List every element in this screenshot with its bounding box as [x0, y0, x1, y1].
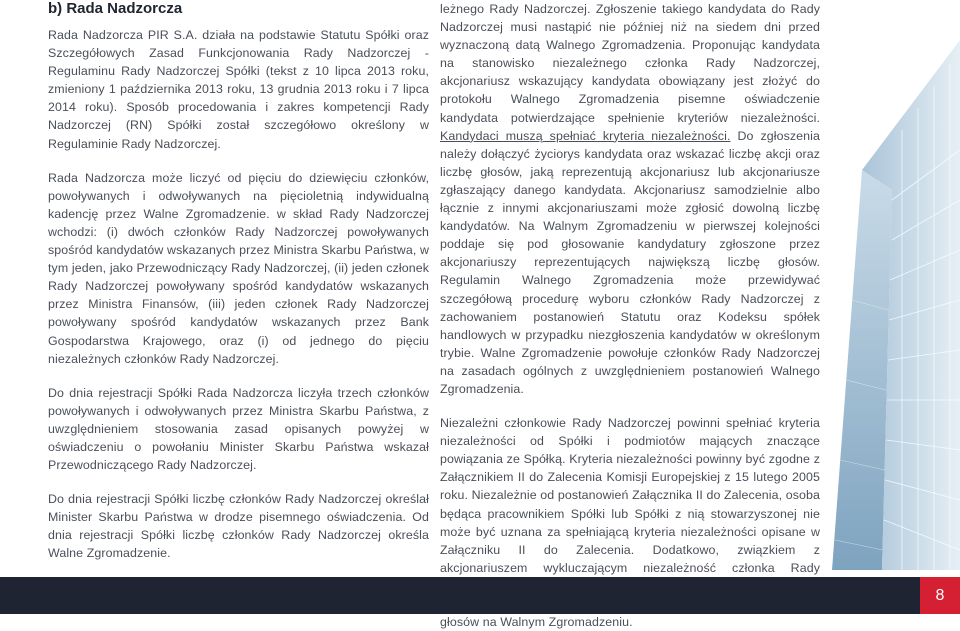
right-column [440, 0, 820, 631]
section-heading: b) Rada Nadzorcza [48, 0, 183, 17]
paragraph-registration-members: Do dnia rejestracji Spółki Rada Nadzorcza liczyła trzech członków powoływanych i odwoływanych przez Ministra Skarbu Państwa, z uwzględnieniem stosowania zasad opisanych powyżej w oświadczeniu o powołaniu Minister Skarbu Państwa wskazał Przewodniczącego Rady Nadzorczej. [48, 385, 429, 473]
page-number: 8 [920, 577, 960, 614]
paragraph-independence: Niezależni członkowie Rady Nadzorczej powinni spełniać kryteria niezależności od Spółki i podmiotów mających znaczące powiązania ze Spółką. Kryteria niezależności powinny być zgodne z Załącznikiem II do Zalecenia Komisji Europejskiej z 15 lutego 2005 roku. Niezależnie od postanowień Załącznika II do Zalecenia, osoba będąca pracownikiem Spółki lub Spółki z nią stowarzyszonej nie może być uznana za spełniającą kryteria niezależności opisane w Załączniku II do Zalecenia. Dodatkowo, związkiem z akcjonariuszem wykluczającym niezależność członka Rady głosów na Walnym Zgromadzeniu. [440, 416, 820, 630]
footer-bar [0, 577, 960, 614]
paragraph-legal-basis: Rada Nadzorcza PIR S.A. działa na podstawie Statutu Spółki oraz Szczegółowych Zasad Funkcjonowania Rady Nadzorczej - Regulaminu Rady Nadzorczej Spółki (tekst z 10 lipca 2013 roku, zmieniony 1 października 2013 roku, 13 grudnia 2013 roku i 7 lipca 2014 roku). Sposób procedowania i zakres kompetencji Rady Nadzorczej (RN) Spółki został szczegółowo określony w Regulaminie Rady Nadzorczej. [48, 28, 429, 151]
paragraph-composition: Rada Nadzorcza może liczyć od pięciu do dziewięciu członków, powoływanych i odwoływanych na pięcioletnią indywidualną kadencję przez Walne Zgromadzenie. w skład Rady Nadzorczej wchodzi: (i) dwóch członków Rady Nadzorczej powoływanych spośród kandydatów wskazanych przez Ministra Skarbu Państwa, w tym jeden, jako Przewodniczący Rady Nadzorczej, (ii) jeden członek Rady Nadzorczej powoływany spośród kandydatów wskazanych przez Ministra Finansów, (iii) jeden członek Rady Nadzorczej powoływany spośród kandydatów wskazanych przez Bank Gospodarstwa Krajowego, oraz (i) od jednego do pięciu niezależnych członków Rady Nadzorczej. [48, 170, 429, 366]
nomination-text-b: Do zgłoszenia należy dołączyć życiorys kandydata oraz wskazać liczbę akcji oraz liczbę głosów, jaką reprezentują akcjonariusz lub akcjonariusze zgłaszający danego kandydata. Akcjonariusz samodzielnie albo łącznie z innymi akcjonariuszami może zgłosić dowolną liczbę kandydatów. Na Walnym Zgromadzeniu w pierwszej kolejności poddaje się pod głosowanie kandydatury zgłoszone przez akcjonariuszy reprezentujących największą liczbę głosów. Regulamin Walnego Zgromadzenia może przewidywać szczegółową procedurę wyboru członków Rady Nadzorczej z zachowaniem postanowień Statutu oraz Kodeksu spółek handlowych w przypadku niezgłoszenia kandydatów w określonym trybie. Walne Zgromadzenie powołuje członków Rady Nadzorczej na zasadach ogólnych z uwzględnieniem postanowień Walnego Zgromadzenia. [440, 128, 820, 396]
left-column [48, 26, 429, 597]
paragraph-nomination [440, 0, 820, 398]
paragraph-registration-count: Do dnia rejestracji Spółki liczbę członków Rady Nadzorczej określał Minister Skarbu Państwa w drodze pisemnego oświadczenia. Od dnia rejestracji Spółki liczbę członków Rady Nadzorczej określa Walne Zgromadzenie. [48, 492, 429, 561]
skyscraper-illustration [822, 0, 960, 570]
building-image [822, 0, 960, 570]
nomination-text-a: leżnego Rady Nadzorczej. Zgłoszenie takiego kandydata do Rady Nadzorczej musi nastąpić nie później niż na siedem dni przed wyznaczoną datą Walnego Zgromadzenia. Proponując kandydata na stanowisko niezależnego członka Rady Nadzorczej, akcjonariusz wskazujący kandydata obowiązany jest złożyć do protokołu Walnego Zgromadzenia pisemne oświadczenie kandydata potwierdzające spełnienie kryteriów niezależności. [440, 2, 820, 125]
independence-criteria-link[interactable]: Kandydaci muszą spełniać kryteria niezależności. [440, 128, 731, 143]
